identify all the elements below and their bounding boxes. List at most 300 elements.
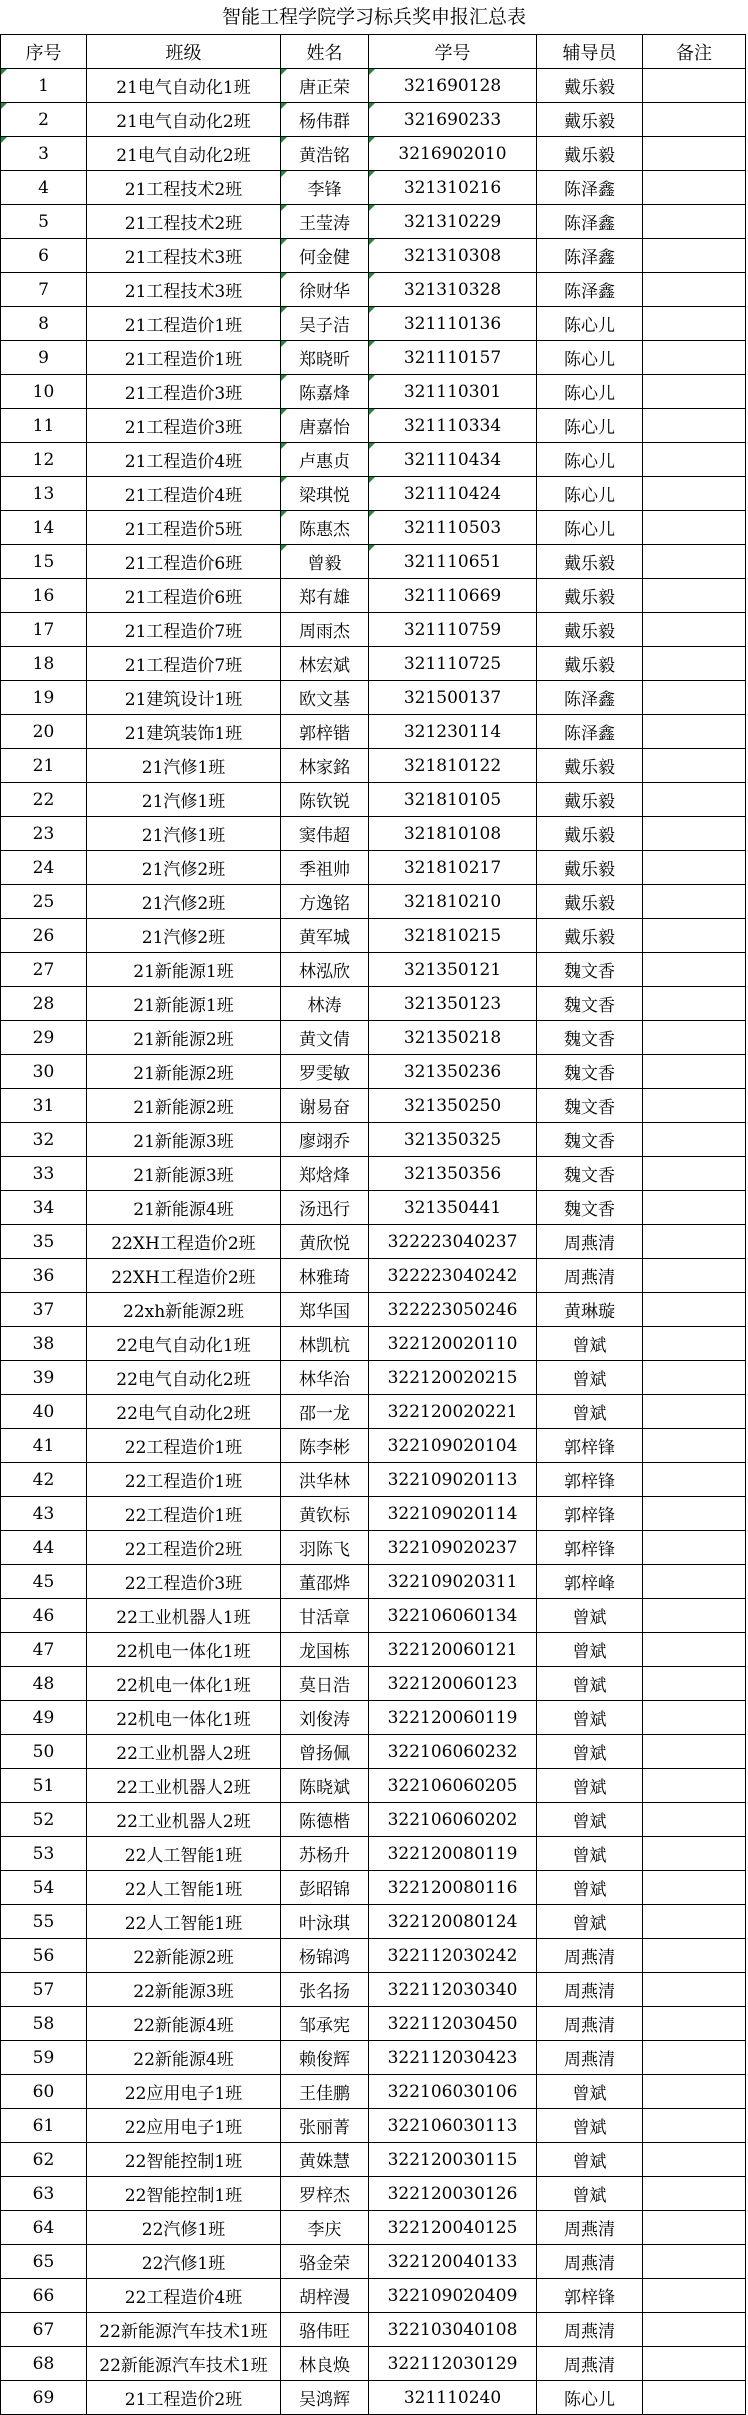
cell-student-id: 322103040108 (369, 2313, 537, 2347)
cell-remarks (643, 1837, 746, 1871)
cell-remarks (643, 545, 746, 579)
cell-counselor: 戴乐毅 (537, 579, 643, 613)
cell-remarks (643, 1259, 746, 1293)
cell-counselor: 陈泽鑫 (537, 273, 643, 307)
cell-student-id: 3216902010 (369, 137, 537, 171)
cell-index: 22 (1, 783, 87, 817)
cell-student-id: 321350123 (369, 987, 537, 1021)
cell-class: 21新能源2班 (87, 1021, 281, 1055)
cell-name: 黄欣悦 (281, 1225, 369, 1259)
cell-counselor: 曾斌 (537, 1667, 643, 1701)
cell-remarks (643, 1497, 746, 1531)
cell-name: 吴子洁 (281, 307, 369, 341)
table-row (1, 171, 746, 205)
table-row (1, 1905, 746, 1939)
cell-name: 汤迅行 (281, 1191, 369, 1225)
cell-name: 黄军城 (281, 919, 369, 953)
cell-student-id: 322120040133 (369, 2245, 537, 2279)
cell-student-id: 322223050246 (369, 1293, 537, 1327)
cell-index: 62 (1, 2143, 87, 2177)
cell-index: 58 (1, 2007, 87, 2041)
cell-index: 31 (1, 1089, 87, 1123)
cell-student-id: 321690128 (369, 69, 537, 103)
cell-name: 罗雯敏 (281, 1055, 369, 1089)
cell-index: 64 (1, 2211, 87, 2245)
cell-student-id: 322112030242 (369, 1939, 537, 1973)
cell-index: 1 (1, 69, 87, 103)
cell-counselor: 周燕清 (537, 2041, 643, 2075)
cell-counselor: 黄琳璇 (537, 1293, 643, 1327)
cell-student-id: 321350121 (369, 953, 537, 987)
table-row (1, 1021, 746, 1055)
cell-class: 22新能源4班 (87, 2041, 281, 2075)
table-row (1, 1871, 746, 1905)
cell-name: 梁琪悦 (281, 477, 369, 511)
cell-index: 66 (1, 2279, 87, 2313)
cell-class: 22XH工程造价2班 (87, 1225, 281, 1259)
cell-index: 53 (1, 1837, 87, 1871)
cell-class: 22工程造价4班 (87, 2279, 281, 2313)
cell-index: 10 (1, 375, 87, 409)
cell-class: 21新能源3班 (87, 1157, 281, 1191)
table-row (1, 375, 746, 409)
cell-counselor: 陈心儿 (537, 477, 643, 511)
cell-class: 22新能源汽车技术1班 (87, 2313, 281, 2347)
cell-counselor: 周燕清 (537, 2313, 643, 2347)
cell-student-id: 322120080116 (369, 1871, 537, 1905)
cell-counselor: 曾斌 (537, 1633, 643, 1667)
cell-student-id: 321350356 (369, 1157, 537, 1191)
cell-remarks (643, 1463, 746, 1497)
cell-remarks (643, 239, 746, 273)
cell-remarks (643, 851, 746, 885)
cell-counselor: 周燕清 (537, 1259, 643, 1293)
cell-name: 甘活章 (281, 1599, 369, 1633)
cell-class: 21新能源1班 (87, 987, 281, 1021)
cell-student-id: 321110240 (369, 2381, 537, 2415)
cell-remarks (643, 2075, 746, 2109)
cell-class: 21新能源3班 (87, 1123, 281, 1157)
cell-counselor: 曾斌 (537, 1803, 643, 1837)
table-row (1, 511, 746, 545)
cell-class: 21汽修1班 (87, 749, 281, 783)
cell-student-id: 322223040242 (369, 1259, 537, 1293)
table-row (1, 2211, 746, 2245)
table-row (1, 1633, 746, 1667)
cell-index: 28 (1, 987, 87, 1021)
cell-remarks (643, 2313, 746, 2347)
table-row (1, 1463, 746, 1497)
cell-remarks (643, 511, 746, 545)
cell-counselor: 魏文香 (537, 1089, 643, 1123)
cell-class: 21工程技术3班 (87, 239, 281, 273)
cell-name: 陈嘉烽 (281, 375, 369, 409)
cell-name: 黄姝慧 (281, 2143, 369, 2177)
cell-name: 陈惠杰 (281, 511, 369, 545)
cell-class: 21工程造价7班 (87, 613, 281, 647)
cell-class: 21工程造价6班 (87, 579, 281, 613)
cell-index: 38 (1, 1327, 87, 1361)
table-row (1, 2143, 746, 2177)
cell-class: 21新能源4班 (87, 1191, 281, 1225)
cell-remarks (643, 2381, 746, 2415)
header-class: 班级 (87, 35, 281, 69)
cell-student-id: 321110334 (369, 409, 537, 443)
cell-index: 24 (1, 851, 87, 885)
cell-name: 黄文倩 (281, 1021, 369, 1055)
cell-class: 22电气自动化2班 (87, 1361, 281, 1395)
cell-student-id: 321230114 (369, 715, 537, 749)
cell-counselor: 周燕清 (537, 1973, 643, 2007)
cell-name: 唐嘉怡 (281, 409, 369, 443)
cell-remarks (643, 477, 746, 511)
cell-counselor: 曾斌 (537, 1701, 643, 1735)
cell-index: 42 (1, 1463, 87, 1497)
table-row (1, 1599, 746, 1633)
cell-index: 11 (1, 409, 87, 443)
cell-class: 22工程造价1班 (87, 1463, 281, 1497)
cell-class: 22新能源汽车技术1班 (87, 2347, 281, 2381)
table-row (1, 1735, 746, 1769)
cell-counselor: 戴乐毅 (537, 851, 643, 885)
cell-student-id: 321810108 (369, 817, 537, 851)
cell-counselor: 魏文香 (537, 987, 643, 1021)
cell-name: 赖俊辉 (281, 2041, 369, 2075)
cell-counselor: 戴乐毅 (537, 69, 643, 103)
table-row (1, 1803, 746, 1837)
table-row (1, 1191, 746, 1225)
table-row (1, 2075, 746, 2109)
cell-name: 郑晓昕 (281, 341, 369, 375)
table-row (1, 2177, 746, 2211)
cell-counselor: 曾斌 (537, 2109, 643, 2143)
cell-student-id: 322106030113 (369, 2109, 537, 2143)
cell-student-id: 321500137 (369, 681, 537, 715)
cell-counselor: 周燕清 (537, 1939, 643, 1973)
cell-name: 陈李彬 (281, 1429, 369, 1463)
cell-name: 骆伟旺 (281, 2313, 369, 2347)
cell-class: 22工业机器人2班 (87, 1803, 281, 1837)
cell-class: 21工程造价1班 (87, 307, 281, 341)
cell-counselor: 戴乐毅 (537, 817, 643, 851)
cell-class: 21工程技术2班 (87, 205, 281, 239)
cell-student-id: 321110424 (369, 477, 537, 511)
header-name: 姓名 (281, 35, 369, 69)
cell-counselor: 郭梓锋 (537, 1497, 643, 1531)
cell-class: 22机电一体化1班 (87, 1701, 281, 1735)
cell-student-id: 321350236 (369, 1055, 537, 1089)
cell-student-id: 322120020110 (369, 1327, 537, 1361)
cell-name: 王佳鹏 (281, 2075, 369, 2109)
cell-name: 周雨杰 (281, 613, 369, 647)
cell-name: 郑华国 (281, 1293, 369, 1327)
table-row (1, 443, 746, 477)
cell-index: 63 (1, 2177, 87, 2211)
cell-student-id: 322120020221 (369, 1395, 537, 1429)
cell-remarks (643, 2041, 746, 2075)
cell-counselor: 曾斌 (537, 2143, 643, 2177)
cell-remarks (643, 2211, 746, 2245)
cell-class: 22xh新能源2班 (87, 1293, 281, 1327)
cell-name: 骆金荣 (281, 2245, 369, 2279)
table-row (1, 1123, 746, 1157)
cell-student-id: 322120020215 (369, 1361, 537, 1395)
cell-index: 23 (1, 817, 87, 851)
table-row (1, 1361, 746, 1395)
cell-name: 陈德楷 (281, 1803, 369, 1837)
cell-index: 32 (1, 1123, 87, 1157)
cell-student-id: 321350325 (369, 1123, 537, 1157)
cell-class: 22机电一体化1班 (87, 1633, 281, 1667)
cell-student-id: 321110759 (369, 613, 537, 647)
table-row (1, 409, 746, 443)
cell-student-id: 322109020311 (369, 1565, 537, 1599)
cell-index: 5 (1, 205, 87, 239)
cell-remarks (643, 1395, 746, 1429)
cell-class: 21汽修2班 (87, 919, 281, 953)
cell-index: 44 (1, 1531, 87, 1565)
cell-index: 60 (1, 2075, 87, 2109)
cell-name: 龙国栋 (281, 1633, 369, 1667)
cell-counselor: 陈心儿 (537, 511, 643, 545)
cell-remarks (643, 2007, 746, 2041)
cell-remarks (643, 919, 746, 953)
table-row (1, 919, 746, 953)
cell-counselor: 周燕清 (537, 2347, 643, 2381)
cell-name: 洪华林 (281, 1463, 369, 1497)
cell-index: 25 (1, 885, 87, 919)
cell-student-id: 322112030129 (369, 2347, 537, 2381)
table-row (1, 1565, 746, 1599)
cell-index: 68 (1, 2347, 87, 2381)
cell-name: 唐正荣 (281, 69, 369, 103)
cell-name: 罗梓杰 (281, 2177, 369, 2211)
table-row (1, 1395, 746, 1429)
cell-name: 杨伟群 (281, 103, 369, 137)
cell-index: 59 (1, 2041, 87, 2075)
cell-student-id: 322120060119 (369, 1701, 537, 1735)
cell-name: 林家銘 (281, 749, 369, 783)
cell-class: 21工程造价5班 (87, 511, 281, 545)
cell-remarks (643, 137, 746, 171)
cell-class: 22人工智能1班 (87, 1871, 281, 1905)
cell-index: 43 (1, 1497, 87, 1531)
header-student-id: 学号 (369, 35, 537, 69)
cell-index: 41 (1, 1429, 87, 1463)
cell-name: 曾毅 (281, 545, 369, 579)
cell-name: 林凯杭 (281, 1327, 369, 1361)
table-row (1, 1497, 746, 1531)
cell-class: 21电气自动化1班 (87, 69, 281, 103)
cell-index: 29 (1, 1021, 87, 1055)
cell-index: 8 (1, 307, 87, 341)
cell-counselor: 戴乐毅 (537, 545, 643, 579)
cell-remarks (643, 69, 746, 103)
cell-student-id: 321110136 (369, 307, 537, 341)
cell-class: 21工程技术3班 (87, 273, 281, 307)
cell-student-id: 322109020237 (369, 1531, 537, 1565)
cell-class: 22机电一体化1班 (87, 1667, 281, 1701)
cell-name: 羽陈飞 (281, 1531, 369, 1565)
cell-counselor: 曾斌 (537, 1735, 643, 1769)
cell-counselor: 周燕清 (537, 2245, 643, 2279)
cell-class: 22汽修1班 (87, 2211, 281, 2245)
cell-student-id: 322120030115 (369, 2143, 537, 2177)
cell-name: 窦伟超 (281, 817, 369, 851)
cell-class: 21工程造价3班 (87, 409, 281, 443)
cell-name: 莫日浩 (281, 1667, 369, 1701)
cell-class: 21工程造价2班 (87, 2381, 281, 2415)
cell-name: 廖翊乔 (281, 1123, 369, 1157)
cell-counselor: 戴乐毅 (537, 647, 643, 681)
cell-counselor: 郭梓锋 (537, 1531, 643, 1565)
cell-class: 22人工智能1班 (87, 1837, 281, 1871)
cell-class: 22新能源2班 (87, 1939, 281, 1973)
cell-name: 杨锦鸿 (281, 1939, 369, 1973)
cell-class: 21电气自动化2班 (87, 137, 281, 171)
cell-class: 21汽修2班 (87, 885, 281, 919)
cell-student-id: 321810217 (369, 851, 537, 885)
cell-class: 22XH工程造价2班 (87, 1259, 281, 1293)
table-row (1, 1055, 746, 1089)
cell-class: 21工程造价6班 (87, 545, 281, 579)
cell-class: 21工程造价7班 (87, 647, 281, 681)
cell-student-id: 322223040237 (369, 1225, 537, 1259)
cell-name: 欧文基 (281, 681, 369, 715)
cell-index: 20 (1, 715, 87, 749)
cell-remarks (643, 987, 746, 1021)
cell-counselor: 郭梓锋 (537, 2279, 643, 2313)
cell-index: 54 (1, 1871, 87, 1905)
cell-index: 26 (1, 919, 87, 953)
table-row (1, 1259, 746, 1293)
cell-remarks (643, 817, 746, 851)
cell-index: 49 (1, 1701, 87, 1735)
cell-student-id: 321110301 (369, 375, 537, 409)
cell-index: 7 (1, 273, 87, 307)
cell-class: 21汽修1班 (87, 817, 281, 851)
table-row (1, 681, 746, 715)
cell-class: 21新能源1班 (87, 953, 281, 987)
cell-class: 22工程造价1班 (87, 1497, 281, 1531)
cell-counselor: 周燕清 (537, 2007, 643, 2041)
cell-student-id: 322120060123 (369, 1667, 537, 1701)
table-row (1, 1089, 746, 1123)
table-row (1, 239, 746, 273)
cell-student-id: 321110157 (369, 341, 537, 375)
table-row (1, 2381, 746, 2415)
cell-name: 林泓欣 (281, 953, 369, 987)
cell-counselor: 陈泽鑫 (537, 715, 643, 749)
cell-remarks (643, 783, 746, 817)
cell-counselor: 陈泽鑫 (537, 239, 643, 273)
cell-remarks (643, 681, 746, 715)
cell-remarks (643, 1089, 746, 1123)
cell-name: 董邵烨 (281, 1565, 369, 1599)
cell-name: 郑有雄 (281, 579, 369, 613)
cell-name: 林雅琦 (281, 1259, 369, 1293)
table-row (1, 647, 746, 681)
cell-name: 王莹涛 (281, 205, 369, 239)
cell-index: 47 (1, 1633, 87, 1667)
cell-student-id: 321350441 (369, 1191, 537, 1225)
table-row (1, 2313, 746, 2347)
cell-counselor: 陈泽鑫 (537, 681, 643, 715)
cell-name: 吴鸿辉 (281, 2381, 369, 2415)
cell-index: 9 (1, 341, 87, 375)
cell-index: 33 (1, 1157, 87, 1191)
cell-student-id: 322106060202 (369, 1803, 537, 1837)
cell-name: 林良焕 (281, 2347, 369, 2381)
cell-counselor: 曾斌 (537, 1905, 643, 1939)
cell-name: 邹承宪 (281, 2007, 369, 2041)
table-row (1, 715, 746, 749)
cell-index: 4 (1, 171, 87, 205)
cell-student-id: 322120080119 (369, 1837, 537, 1871)
cell-counselor: 魏文香 (537, 1021, 643, 1055)
cell-index: 35 (1, 1225, 87, 1259)
cell-index: 6 (1, 239, 87, 273)
table-row (1, 2007, 746, 2041)
cell-counselor: 郭梓锋 (537, 1429, 643, 1463)
cell-class: 21电气自动化2班 (87, 103, 281, 137)
cell-counselor: 陈泽鑫 (537, 171, 643, 205)
cell-name: 林宏斌 (281, 647, 369, 681)
cell-remarks (643, 1565, 746, 1599)
cell-remarks (643, 1599, 746, 1633)
cell-index: 52 (1, 1803, 87, 1837)
cell-remarks (643, 1633, 746, 1667)
table-row (1, 1837, 746, 1871)
cell-name: 陈晓斌 (281, 1769, 369, 1803)
cell-remarks (643, 273, 746, 307)
table-row (1, 2041, 746, 2075)
cell-class: 22汽修1班 (87, 2245, 281, 2279)
cell-remarks (643, 1667, 746, 1701)
cell-counselor: 陈心儿 (537, 409, 643, 443)
cell-class: 22工程造价1班 (87, 1429, 281, 1463)
cell-counselor: 戴乐毅 (537, 919, 643, 953)
cell-student-id: 321110503 (369, 511, 537, 545)
cell-class: 22工业机器人1班 (87, 1599, 281, 1633)
cell-index: 15 (1, 545, 87, 579)
cell-remarks (643, 1735, 746, 1769)
table-row (1, 477, 746, 511)
cell-class: 22电气自动化2班 (87, 1395, 281, 1429)
cell-index: 55 (1, 1905, 87, 1939)
cell-name: 张名扬 (281, 1973, 369, 2007)
cell-counselor: 戴乐毅 (537, 783, 643, 817)
cell-class: 21新能源2班 (87, 1089, 281, 1123)
cell-remarks (643, 2245, 746, 2279)
table-row (1, 579, 746, 613)
cell-remarks (643, 341, 746, 375)
cell-class: 22工程造价2班 (87, 1531, 281, 1565)
cell-index: 39 (1, 1361, 87, 1395)
cell-remarks (643, 2143, 746, 2177)
table-row (1, 1157, 746, 1191)
cell-index: 14 (1, 511, 87, 545)
cell-remarks (643, 409, 746, 443)
table-row (1, 885, 746, 919)
cell-remarks (643, 1361, 746, 1395)
cell-student-id: 321350218 (369, 1021, 537, 1055)
cell-remarks (643, 205, 746, 239)
cell-remarks (643, 1939, 746, 1973)
cell-student-id: 322112030340 (369, 1973, 537, 2007)
cell-counselor: 曾斌 (537, 2177, 643, 2211)
cell-index: 48 (1, 1667, 87, 1701)
